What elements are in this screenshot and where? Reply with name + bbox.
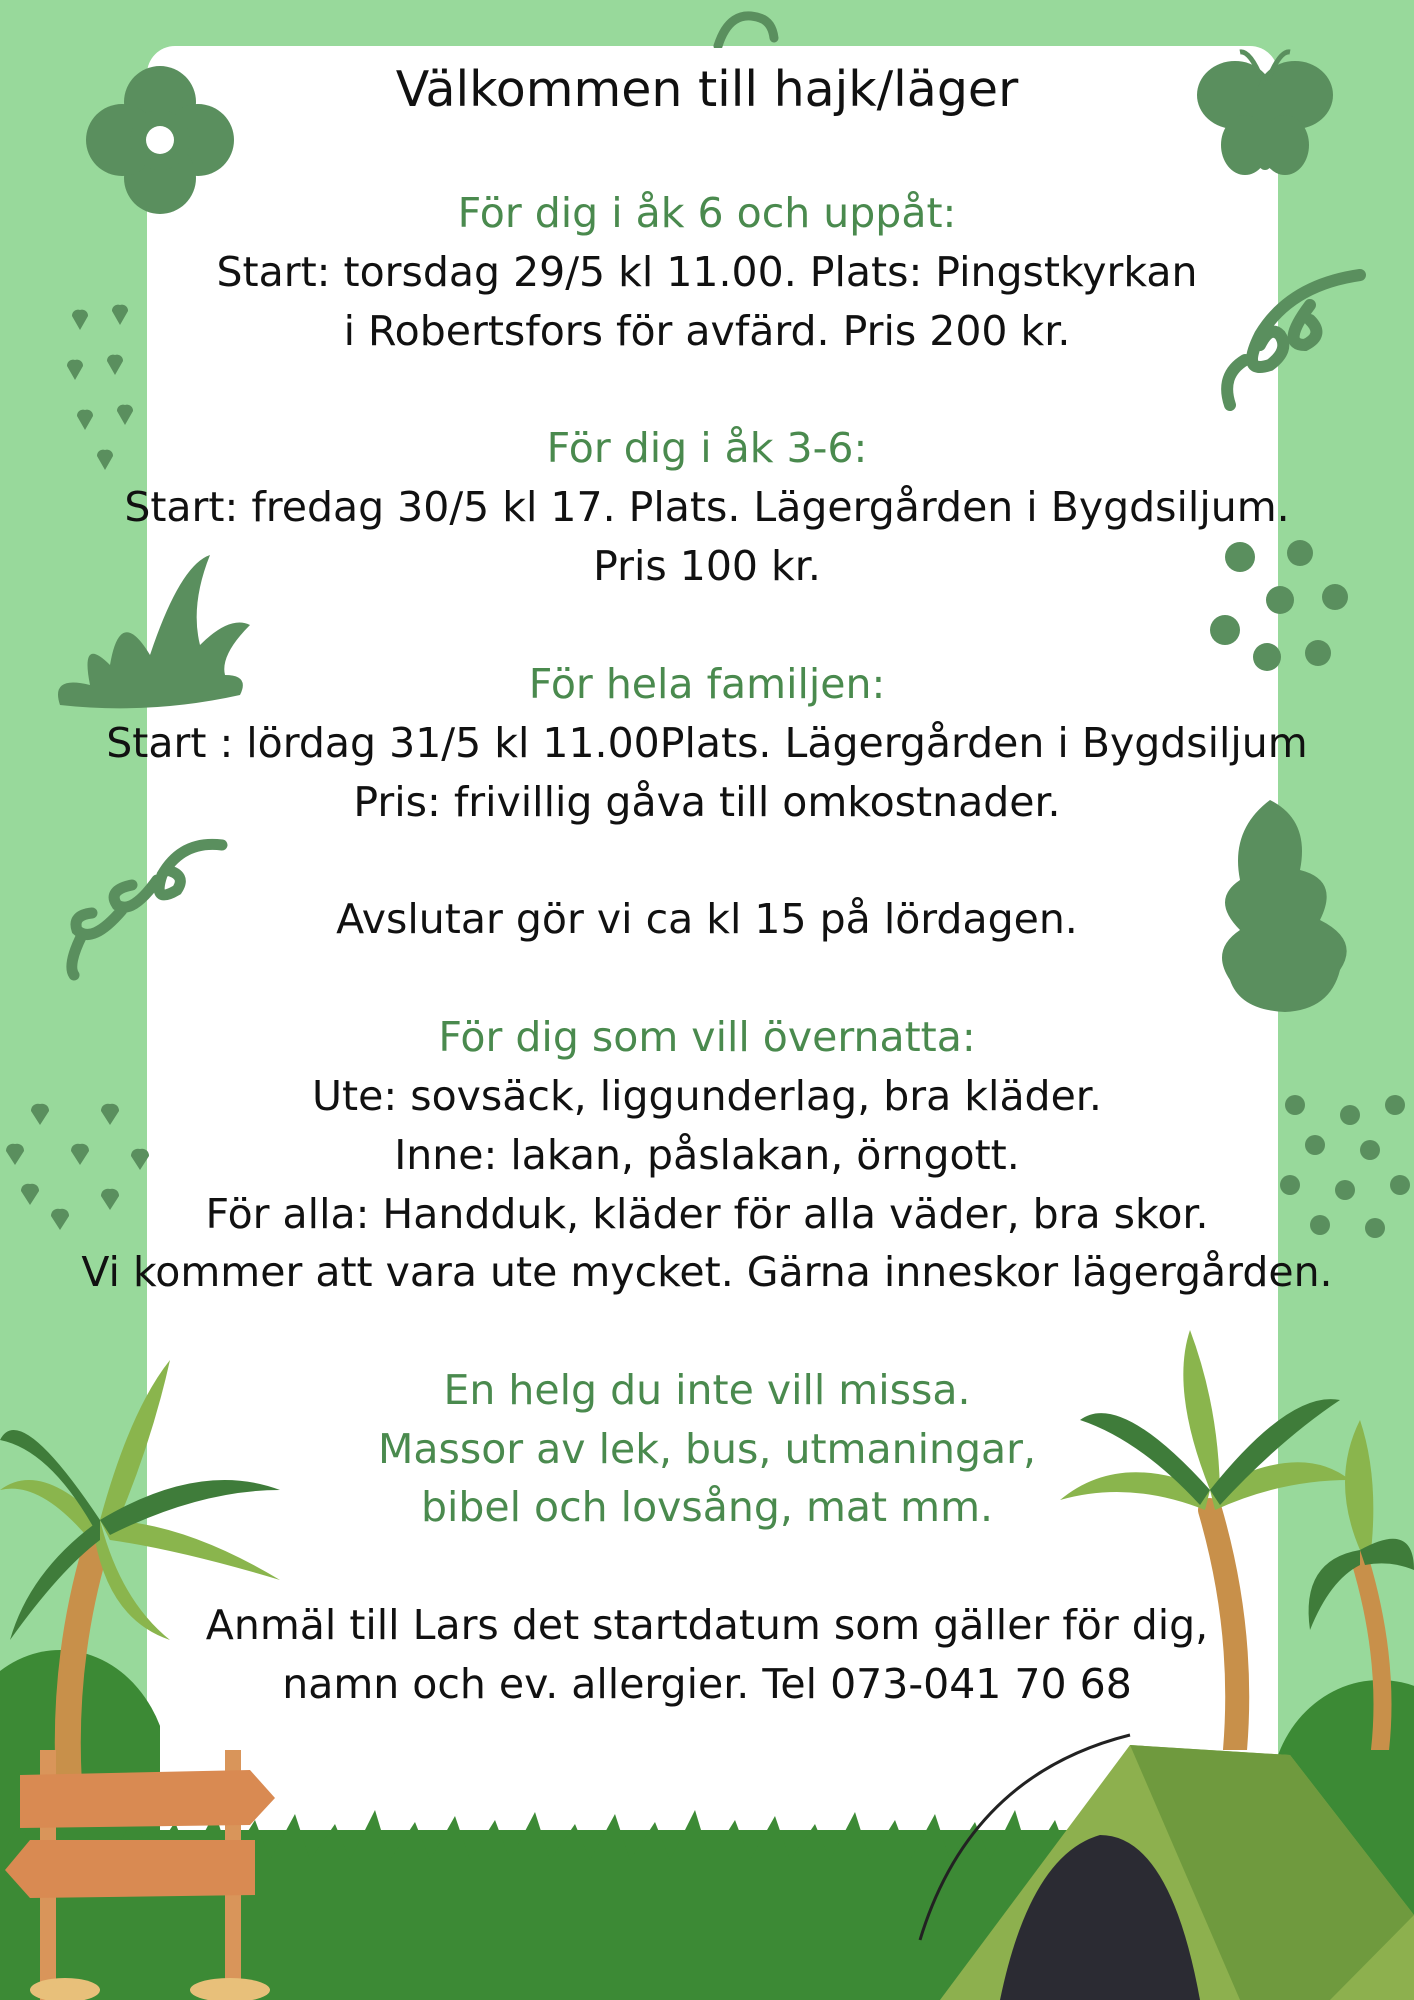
overnight-heading: För dig som vill övernatta: [438,1013,976,1061]
tent-icon [910,1715,1414,2000]
promo-line: Massor av lek, bus, utmaningar, [377,1425,1036,1473]
ending-note: Avslutar gör vi ca kl 15 på lördagen. [336,895,1078,943]
overnight-line: Vi kommer att vara ute mycket. Gärna inneskor lägergården. [81,1248,1333,1296]
promo-line: bibel och lovsång, mat mm. [420,1483,994,1531]
section-line: Start: fredag 30/5 kl 17. Plats. Lägergården i Bygdsiljum. [124,483,1290,531]
section-line: Start: torsdag 29/5 kl 11.00. Plats: Pingstkyrkan [216,248,1198,296]
section-line: Start : lördag 31/5 kl 11.00Plats. Lägergården i Bygdsiljum [106,719,1308,767]
section-line: Pris: frivillig gåva till omkostnader. [353,778,1061,826]
section-heading-family: För hela familjen: [528,660,886,708]
curl-icon [710,8,780,48]
section-heading-grade-6: För dig i åk 6 och uppåt: [457,189,957,237]
page-title: Välkommen till hajk/läger [395,61,1019,118]
overnight-line: För alla: Handduk, kläder för alla väder, bra skor. [205,1190,1209,1238]
section-line: Pris 100 kr. [593,542,821,590]
wooden-signpost-icon [0,1740,290,2000]
signup-contact: namn och ev. allergier. Tel 073-041 70 68 [282,1660,1132,1708]
section-line: i Robertsfors för avfärd. Pris 200 kr. [343,307,1071,355]
signup-line: Anmäl till Lars det startdatum som gäller för dig, [205,1601,1209,1649]
promo-line: En helg du inte vill missa. [443,1366,971,1414]
overnight-line: Ute: sovsäck, liggunderlag, bra kläder. [312,1072,1102,1120]
overnight-line: Inne: lakan, påslakan, örngott. [394,1131,1020,1179]
section-heading-grade-3-6: För dig i åk 3-6: [546,424,868,472]
